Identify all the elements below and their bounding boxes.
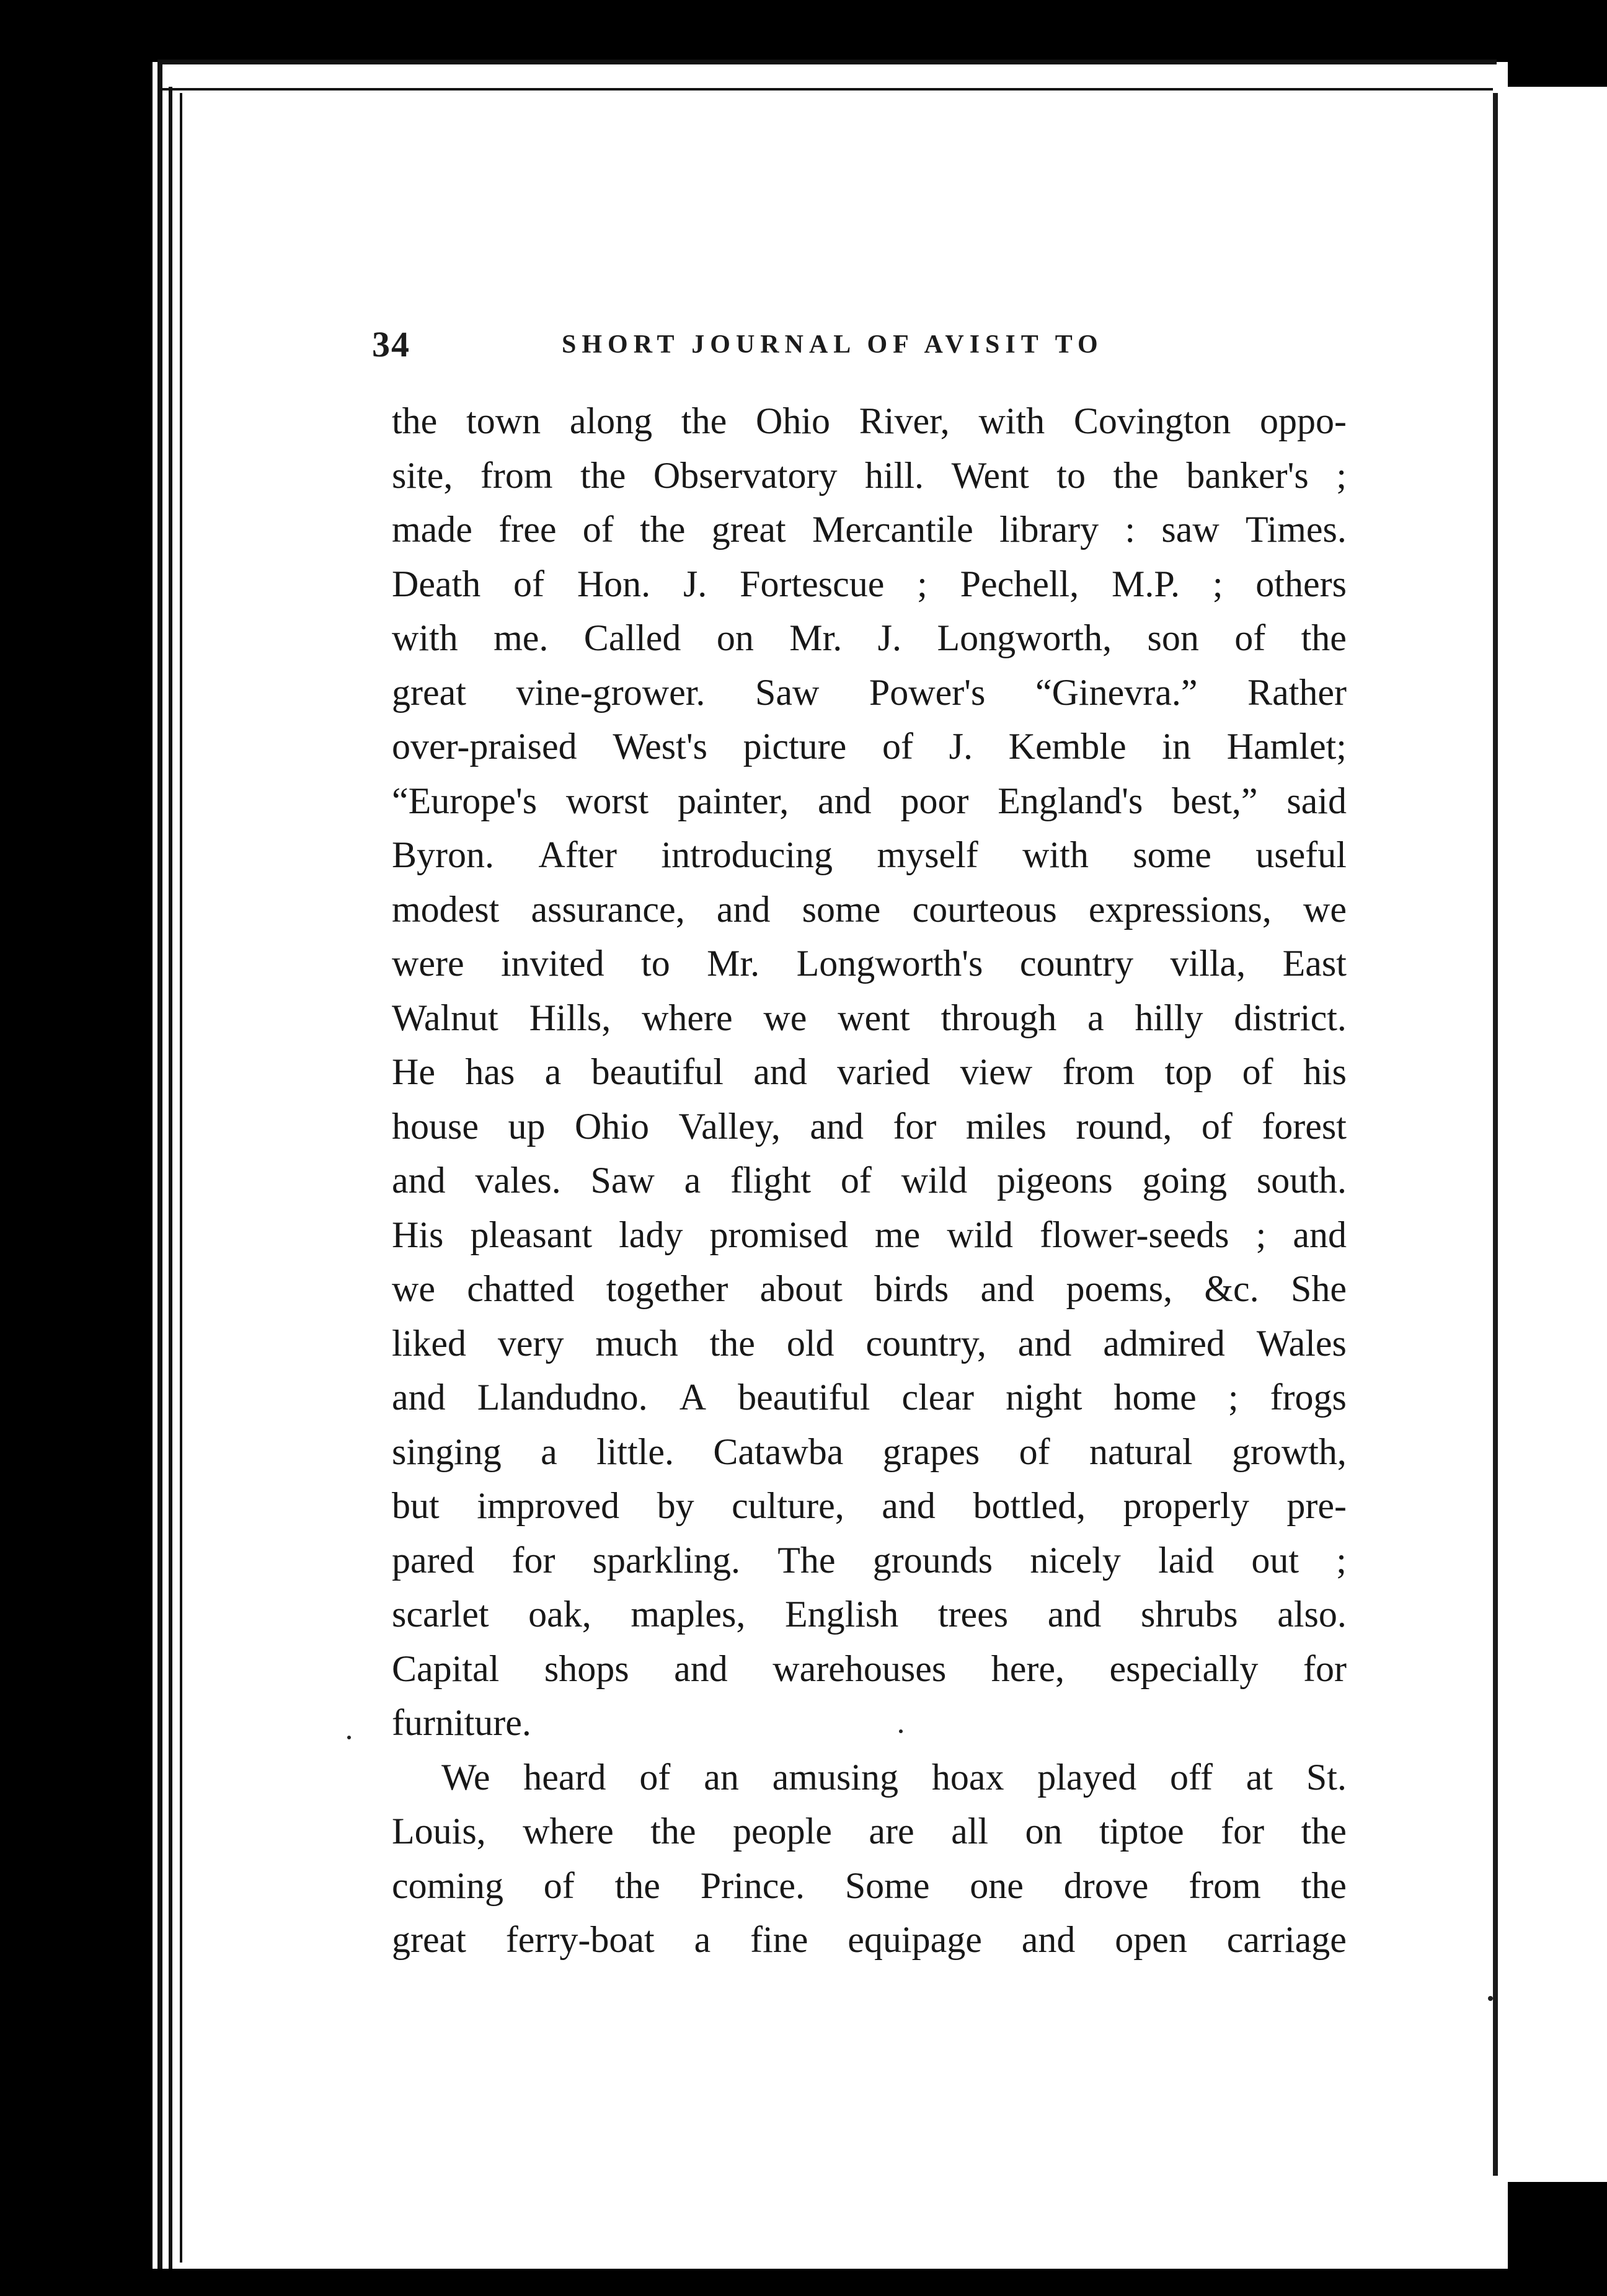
- text-line: Louis, where the people are all on tiptoe for the: [392, 1811, 1347, 1852]
- text-line: and vales. Saw a flight of wild pigeons going south.: [392, 1160, 1347, 1201]
- text-line: liked very much the old country, and admired Wales: [392, 1322, 1347, 1364]
- text-line: over-praised West's picture of J. Kemble in Hamlet;: [392, 726, 1347, 767]
- text-line: we chatted together about birds and poems, &c. She: [392, 1268, 1347, 1309]
- text-line: great vine-grower. Saw Power's “Ginevra.” Rather: [392, 671, 1347, 713]
- text-line: modest assurance, and some courteous expressions, we: [392, 888, 1347, 930]
- text-line: but improved by culture, and bottled, properly pre-: [392, 1485, 1347, 1526]
- page-edge-top: [157, 60, 1497, 64]
- text-line: Death of Hon. J. Fortescue ; Pechell, M.P. ; others: [392, 563, 1347, 604]
- text-line: great ferry-boat a fine equipage and open carriage: [392, 1919, 1347, 1960]
- body-text: [392, 394, 1347, 1967]
- running-title: SHORT JOURNAL OF AVISIT TO: [562, 330, 1104, 359]
- text-line: Walnut Hills, where we went through a hilly district.: [392, 997, 1347, 1038]
- text-line: We heard of an amusing hoax played off at St.: [441, 1756, 1347, 1798]
- page-edge: [169, 87, 172, 2269]
- gutter-line: [1493, 93, 1498, 2176]
- text-line: the town along the Ohio River, with Covington oppo-: [392, 400, 1347, 441]
- page-edge: [180, 93, 182, 2263]
- paragraph: [392, 1751, 1347, 1967]
- text-line: Byron. After introducing myself with some useful: [392, 834, 1347, 875]
- scan-speck: [347, 1736, 351, 1739]
- paragraph: [392, 394, 1347, 1751]
- text-line: were invited to Mr. Longworth's country villa, East: [392, 943, 1347, 984]
- text-line: pared for sparkling. The grounds nicely laid out ;: [392, 1539, 1347, 1581]
- page-number: 34: [372, 324, 410, 364]
- text-line: “Europe's worst painter, and poor England's best,” said: [392, 780, 1347, 821]
- text-line: coming of the Prince. Some one drove from the: [392, 1865, 1347, 1906]
- text-line: He has a beautiful and varied view from top of his: [392, 1051, 1347, 1092]
- text-line: site, from the Observatory hill. Went to the banker's ;: [392, 454, 1347, 496]
- text-line: with me. Called on Mr. J. Longworth, son of the: [392, 617, 1347, 658]
- scan-speck: [899, 1729, 903, 1733]
- scan-speck: [1488, 1996, 1493, 2001]
- text-line: His pleasant lady promised me wild flower-seeds ; and: [392, 1214, 1347, 1255]
- page-edge: [157, 62, 162, 2269]
- text-line: furniture.: [392, 1702, 531, 1743]
- page-edge-top: [162, 88, 1493, 91]
- text-line: house up Ohio Valley, and for miles round, of forest: [392, 1105, 1347, 1147]
- text-line: Capital shops and warehouses here, especially for: [392, 1648, 1347, 1689]
- text-line: made free of the great Mercantile library : saw Times.: [392, 509, 1347, 550]
- running-head: [372, 324, 1426, 367]
- facing-page-edge: [1500, 87, 1607, 2182]
- text-line: singing a little. Catawba grapes of natural growth,: [392, 1431, 1347, 1472]
- text-line: scarlet oak, maples, English trees and shrubs also.: [392, 1594, 1347, 1635]
- text-line: and Llandudno. A beautiful clear night home ; frogs: [392, 1377, 1347, 1418]
